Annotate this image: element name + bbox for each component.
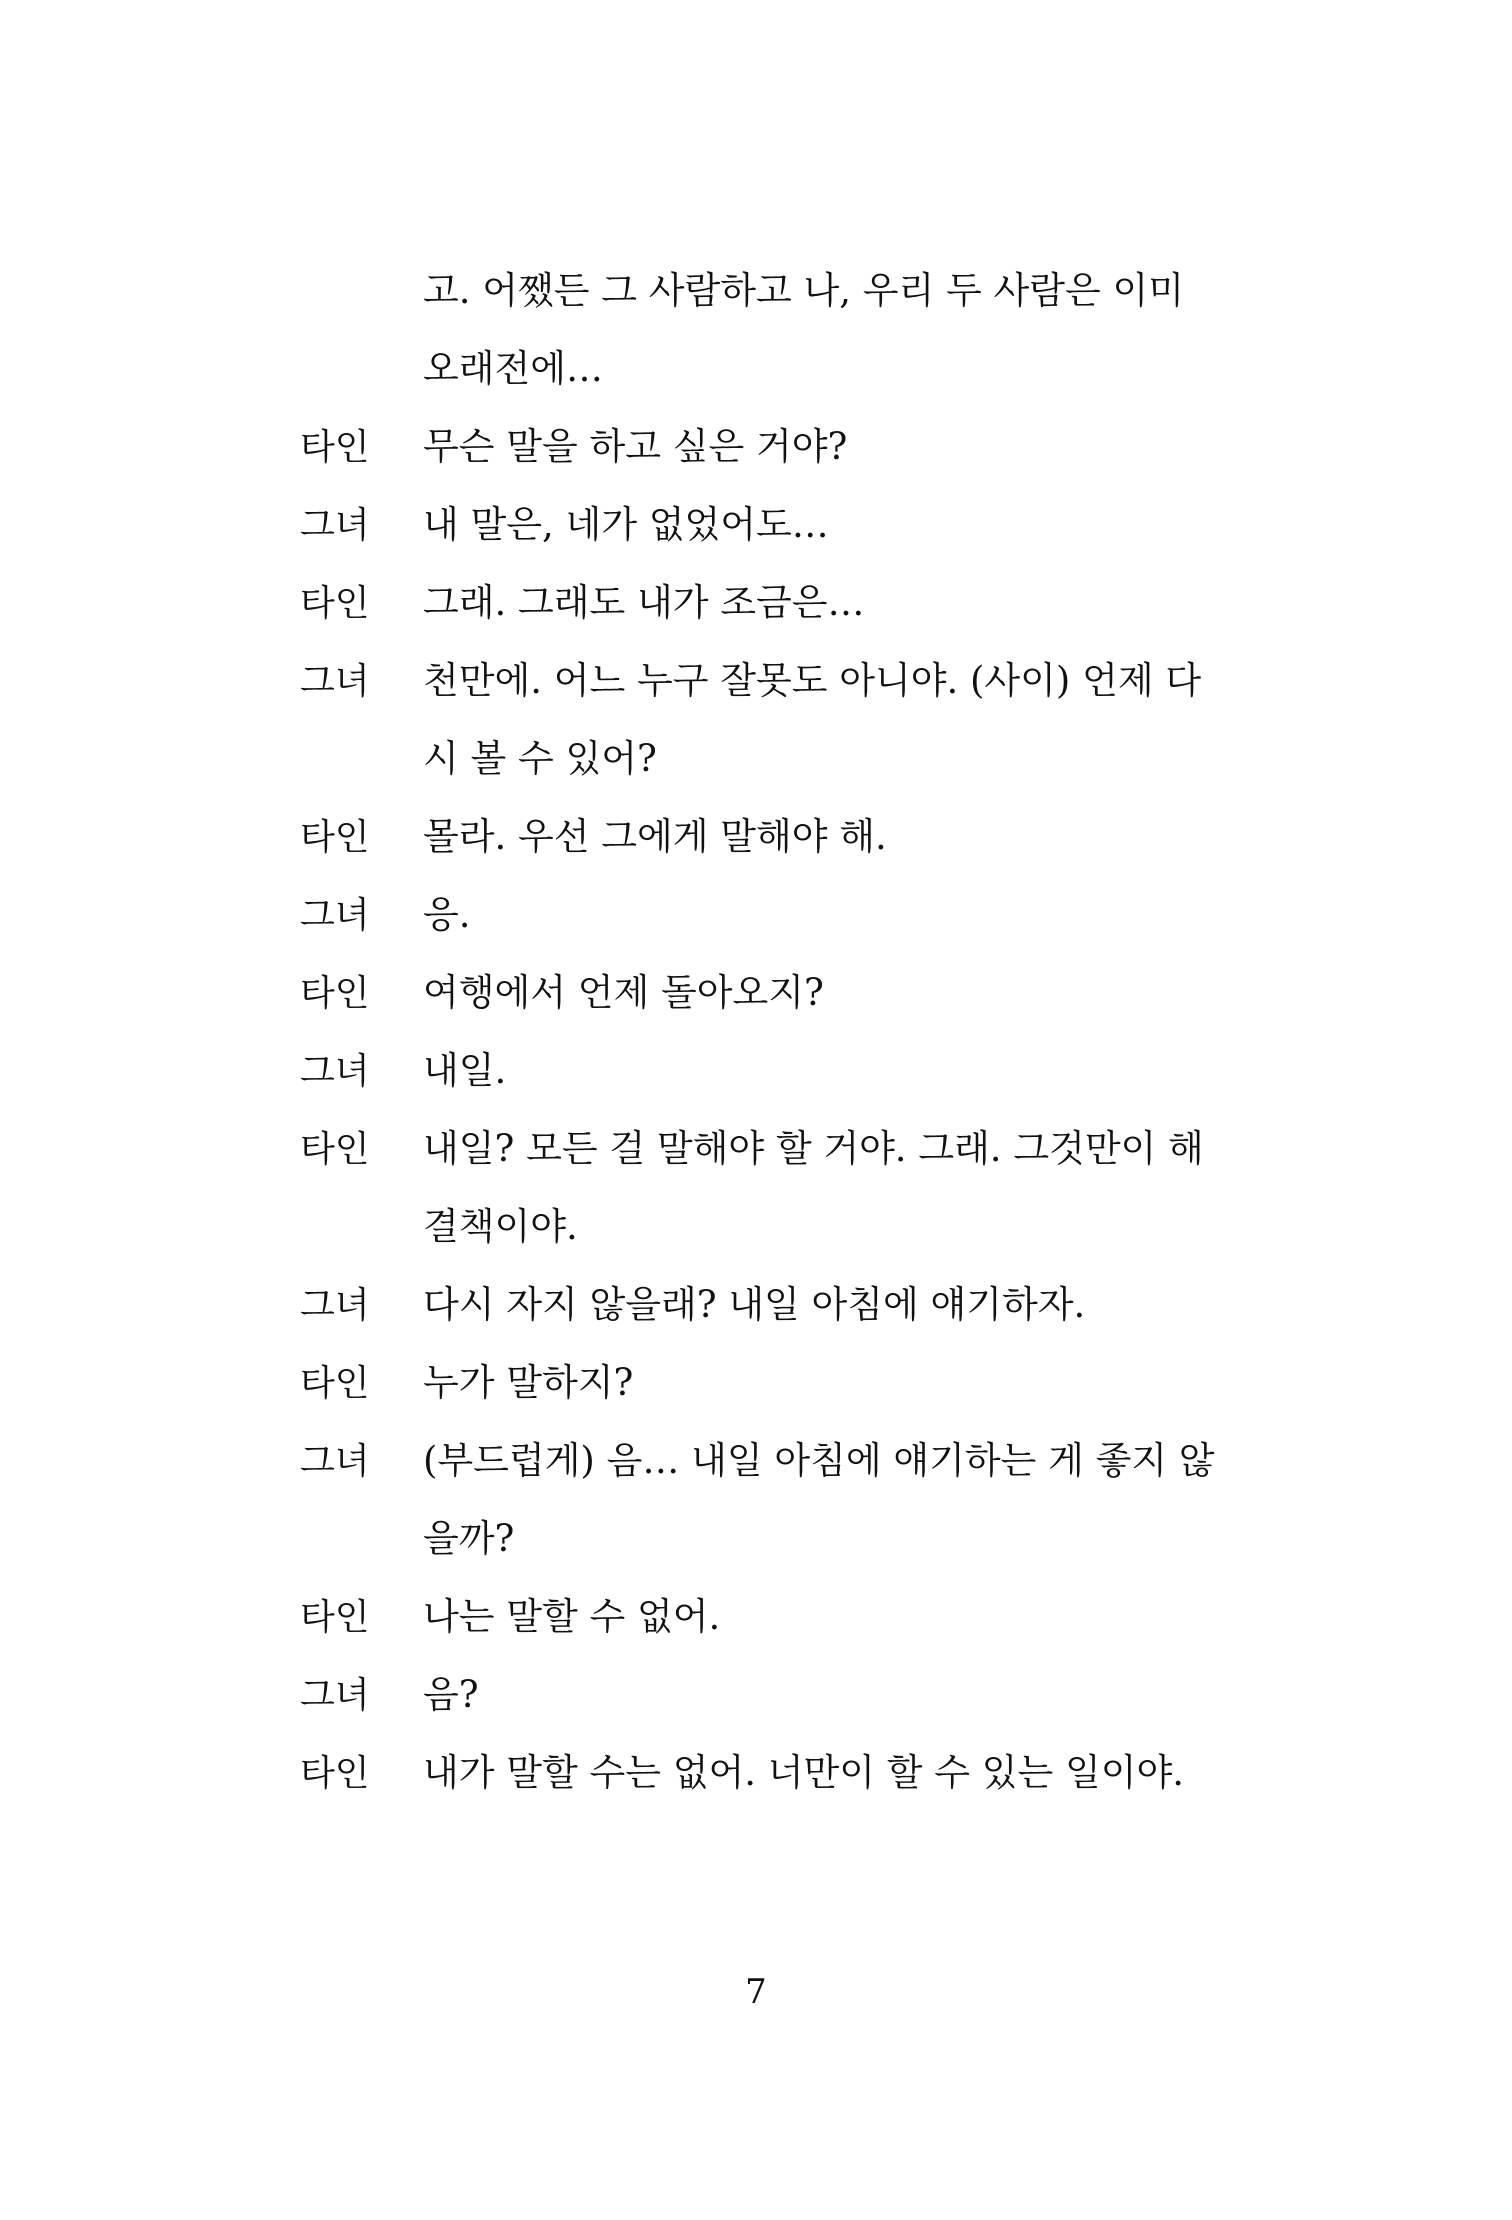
dialogue-line [300,564,1250,642]
dialogue-line [300,1344,1250,1422]
dialogue-text: (부드럽게) 음… 내일 아침에 얘기하는 게 좋지 않 [423,1439,1215,1482]
dialogue-text: 무슨 말을 하고 싶은 거야? [423,425,848,468]
dialogue-text: 내일. [423,1049,507,1092]
speaker-name: 그녀 [300,1675,370,1716]
dialogue-line [300,1500,1250,1578]
speaker-name: 그녀 [300,505,370,546]
speaker-name: 타인 [300,1597,370,1638]
page-number: 7 [745,1972,767,2012]
speaker-name: 그녀 [300,895,370,936]
speaker-name: 타인 [300,817,370,858]
dialogue-text: 을까? [423,1517,515,1560]
dialogue-text: 그래. 그래도 내가 조금은… [423,581,865,624]
dialogue-text: 내 말은, 네가 없었어도… [423,503,829,546]
dialogue-text: 결책이야. [423,1205,578,1248]
dialogue-line [300,1578,1250,1656]
dialogue-line [300,1188,1250,1266]
dialogue-line [300,1734,1250,1812]
dialogue-text: 천만에. 어느 누구 잘못도 아니야. (사이) 언제 다 [423,659,1202,702]
dialogue-text: 나는 말할 수 없어. [423,1595,721,1638]
dialogue-line [300,876,1250,954]
dialogue-text: 음? [423,1673,479,1716]
dialogue-line [300,408,1250,486]
dialogue-line [300,642,1250,720]
dialogue-text: 고. 어쨌든 그 사람하고 나, 우리 두 사람은 이미 [423,269,1184,312]
speaker-name: 그녀 [300,1285,370,1326]
dialogue-line [300,486,1250,564]
dialogue-text: 내가 말할 수는 없어. 너만이 할 수 있는 일이야. [423,1751,1184,1794]
dialogue-line [300,1110,1250,1188]
dialogue-text: 몰라. 우선 그에게 말해야 해. [423,815,887,858]
dialogue-line [300,1266,1250,1344]
speaker-name: 타인 [300,973,370,1014]
dialogue-text: 시 볼 수 있어? [423,737,657,780]
dialogue-line [300,720,1250,798]
dialogue-line [300,798,1250,876]
dialogue-text: 다시 자지 않을래? 내일 아침에 얘기하자. [423,1283,1086,1326]
dialogue-text: 내일? 모든 걸 말해야 할 거야. 그래. 그것만이 해 [423,1127,1204,1170]
dialogue-line [300,954,1250,1032]
speaker-name: 타인 [300,583,370,624]
dialogue-text: 여행에서 언제 돌아오지? [423,971,824,1014]
dialogue-line [300,330,1250,408]
speaker-name: 타인 [300,1129,370,1170]
speaker-name: 타인 [300,1753,370,1794]
dialogue-line [300,1656,1250,1734]
dialogue-text: 응. [423,893,471,936]
speaker-name: 그녀 [300,661,370,702]
speaker-name: 그녀 [300,1051,370,1092]
dialogue-text: 누가 말하지? [423,1361,634,1404]
script-dialogue [300,252,1250,1812]
dialogue-line [300,1422,1250,1500]
speaker-name: 타인 [300,427,370,468]
dialogue-text: 오래전에… [423,347,603,390]
speaker-name: 그녀 [300,1441,370,1482]
dialogue-line [300,252,1250,330]
speaker-name: 타인 [300,1363,370,1404]
dialogue-line [300,1032,1250,1110]
